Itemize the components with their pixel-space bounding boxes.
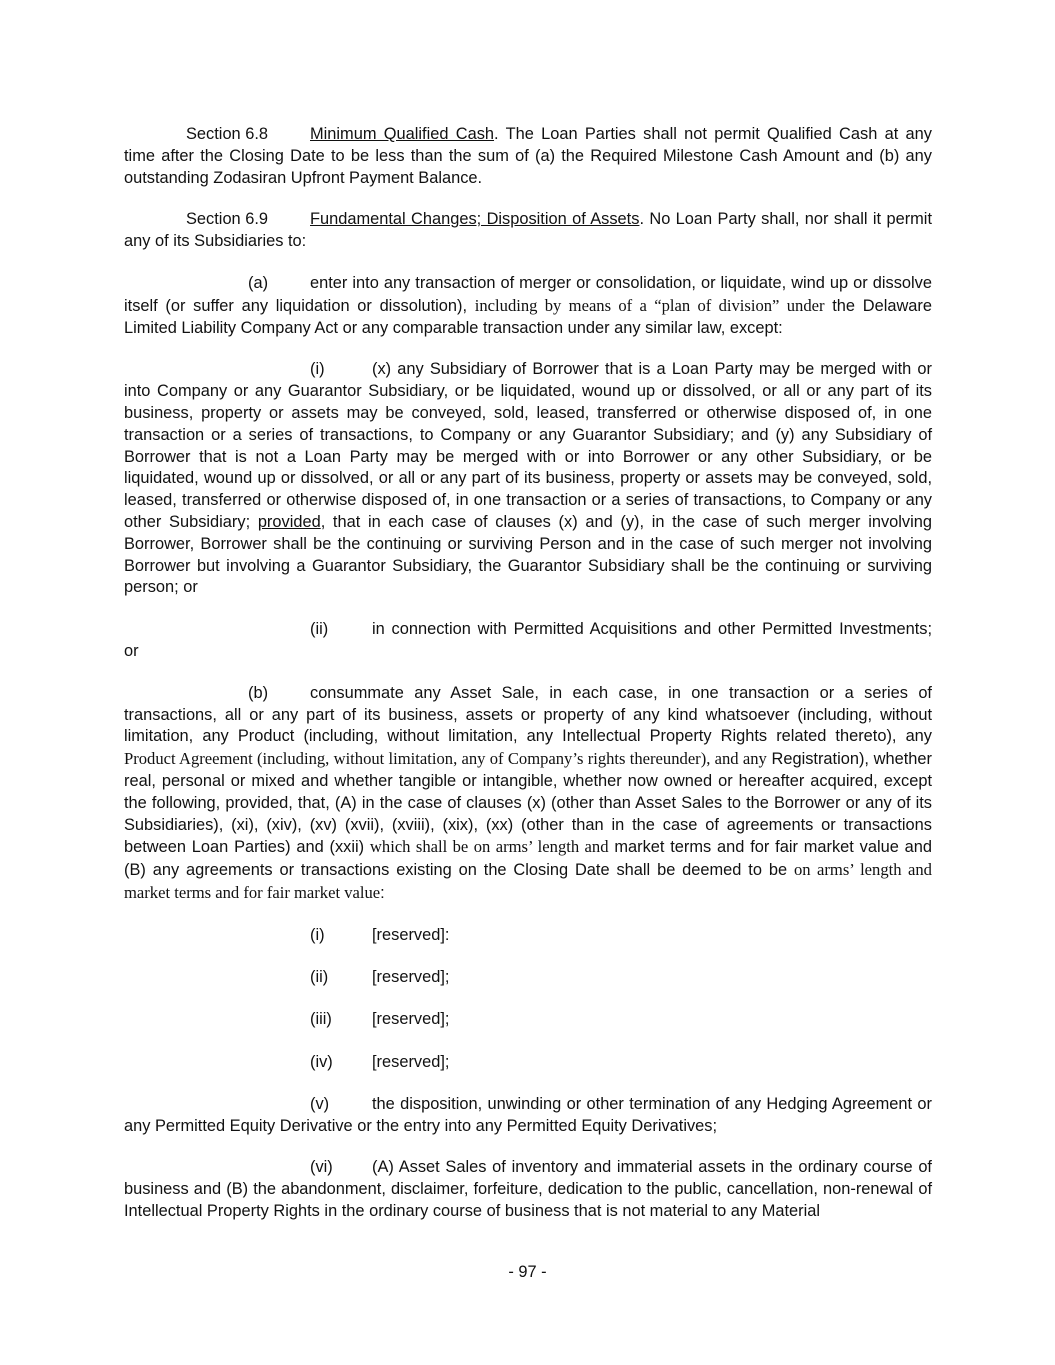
clause-a-text-1: enter into any transaction of merger or consolidation, or liquidate, wind up or dissolve itself (or suffer any liquidation or dissolution),	[124, 273, 932, 315]
reserved-item-text: [reserved];	[372, 1010, 450, 1029]
clause-a-text-serif: including by means of a “plan of division” under	[474, 295, 825, 315]
section-6-9-text: . No Loan Party shall, nor shall it permit any of its Subsidiaries to:	[124, 210, 932, 251]
provided-term: provided	[257, 512, 321, 531]
reserved-item	[124, 925, 932, 947]
section-6-8-text: . The Loan Parties shall not permit Qualified Cash at any time after the Closing Date to be less than the sum of (a) the Required Milestone Cash Amount and (b) any outstanding Zodasiran Upfront Payment Balance.	[124, 125, 932, 187]
reserved-item-label: (ii)	[310, 968, 329, 986]
reserved-item-label: (iv)	[310, 1052, 333, 1071]
section-6-8-number: Section 6.8	[186, 125, 269, 143]
clause-a-i-text-2: , that in each case of clauses (x) and (y), in the case of such merger involving Borrower, Borrower shall be the continuing or surviving Person and in the case of such merger not involving Borrower but involving a Guarantor Subsidiary, the Guarantor Subsidiary shall be the continuing or surviving person; or	[124, 512, 932, 597]
clause-a-i-label: (i)	[310, 360, 325, 379]
reserved-item-text: [reserved];	[372, 1052, 450, 1071]
clause-a-i-text-1: (x) any Subsidiary of Borrower that is a Loan Party may be merged with or into Company or any Guarantor Subsidiary, or be liquidated, wound up or dissolved, or all or any part of its business, property or assets may be conveyed, sold, leased, transferred or otherwise disposed of, in one transaction or a series of transactions, to Company or any Guarantor Subsidiary; and (y) any Subsidiary of Borrower that is not a Loan Party may be merged with or into Borrower or any other Subsidiary, or be liquidated, wound up or dissolved, or all or any part of its business, property or assets may be conveyed, sold, leased, transferred or otherwise disposed of, in one transaction or a series of transactions, to Company or any other Subsidiary;	[124, 360, 932, 531]
document-page	[124, 124, 932, 1243]
reserved-item-text: [reserved]:	[372, 925, 450, 944]
section-6-9-paragraph	[124, 209, 932, 253]
section-6-9-title: Fundamental Changes; Disposition of Assets	[310, 210, 640, 229]
clause-b-text-serif-2: which shall be on arms’ length and	[369, 837, 609, 857]
reserved-item	[124, 1009, 932, 1031]
clause-b-text-3: market terms and for fair market value and (B) any agreements or transactions existing on the Closing Date shall be deemed to be	[124, 838, 932, 880]
clause-a-paragraph	[124, 273, 932, 339]
clause-b-label: (b)	[248, 683, 269, 702]
clause-b-v-paragraph	[124, 1094, 932, 1138]
clause-a-ii-label: (ii)	[310, 620, 329, 639]
reserved-item-text: [reserved];	[372, 968, 450, 986]
clause-a-i-paragraph	[124, 359, 932, 599]
clause-b-v-label: (v)	[310, 1094, 330, 1113]
section-6-8-title: Minimum Qualified Cash	[310, 125, 495, 143]
section-6-9-number: Section 6.9	[186, 210, 269, 229]
clause-b-text-serif-3: on arms’ length and market terms and for fair market value	[124, 860, 932, 902]
reserved-item	[124, 1052, 932, 1074]
clause-a-ii-text: in connection with Permitted Acquisitions and other Permitted Investments; or	[124, 620, 932, 660]
section-6-8-paragraph	[124, 124, 932, 189]
reserved-item-label: (i)	[310, 925, 325, 944]
clause-b-paragraph	[124, 683, 932, 905]
reserved-item-label: (iii)	[310, 1010, 332, 1029]
clause-b-text-4: :	[380, 883, 385, 902]
page-number: - 97 -	[508, 1263, 547, 1281]
reserved-item	[124, 967, 932, 989]
clause-a-ii-paragraph	[124, 619, 932, 663]
clause-b-v-text: the disposition, unwinding or other termination of any Hedging Agreement or any Permitted Equity Derivative or the entry into any Permitted Equity Derivatives;	[124, 1094, 932, 1135]
clause-b-vi-paragraph	[124, 1157, 932, 1222]
clause-b-vi-text: (A) Asset Sales of inventory and immaterial assets in the ordinary course of business and (B) the abandonment, disclaimer, forfeiture, dedication to the public, cancellation, non-renewal of Intellectual Property Rights in the ordinary course of business that is not material to any Material	[124, 1158, 932, 1221]
clause-a-text-2: the Delaware Limited Liability Company Act or any comparable transaction under any similar law, except:	[124, 296, 932, 337]
clause-b-text-1: consummate any Asset Sale, in each case, in one transaction or a series of transactions, all or any part of its business, assets or property of any kind whatsoever (including, without limitation, any Product (including, without limitation, any Intellectual Property Rights related thereto), any	[124, 683, 932, 746]
clause-b-vi-label: (vi)	[310, 1158, 333, 1177]
clause-b-text-2: Registration), whether real, personal or mixed and whether tangible or intangible, whether now owned or hereafter acquired, except the following, provided, that, (A) in the case of clauses (x) (other than Asset Sales to the Borrower or any of its Subsidiaries), (xi), (xiv), (xv) (xvii), (xviii), (xix), (xx) (other than in the case of agreements or transactions between Loan Parties) and (xxii)	[124, 750, 932, 857]
clause-b-text-serif-1: Product Agreement (including, without limitation, any of Company’s rights thereunder), and any	[124, 749, 767, 769]
clause-a-label: (a)	[248, 273, 269, 292]
